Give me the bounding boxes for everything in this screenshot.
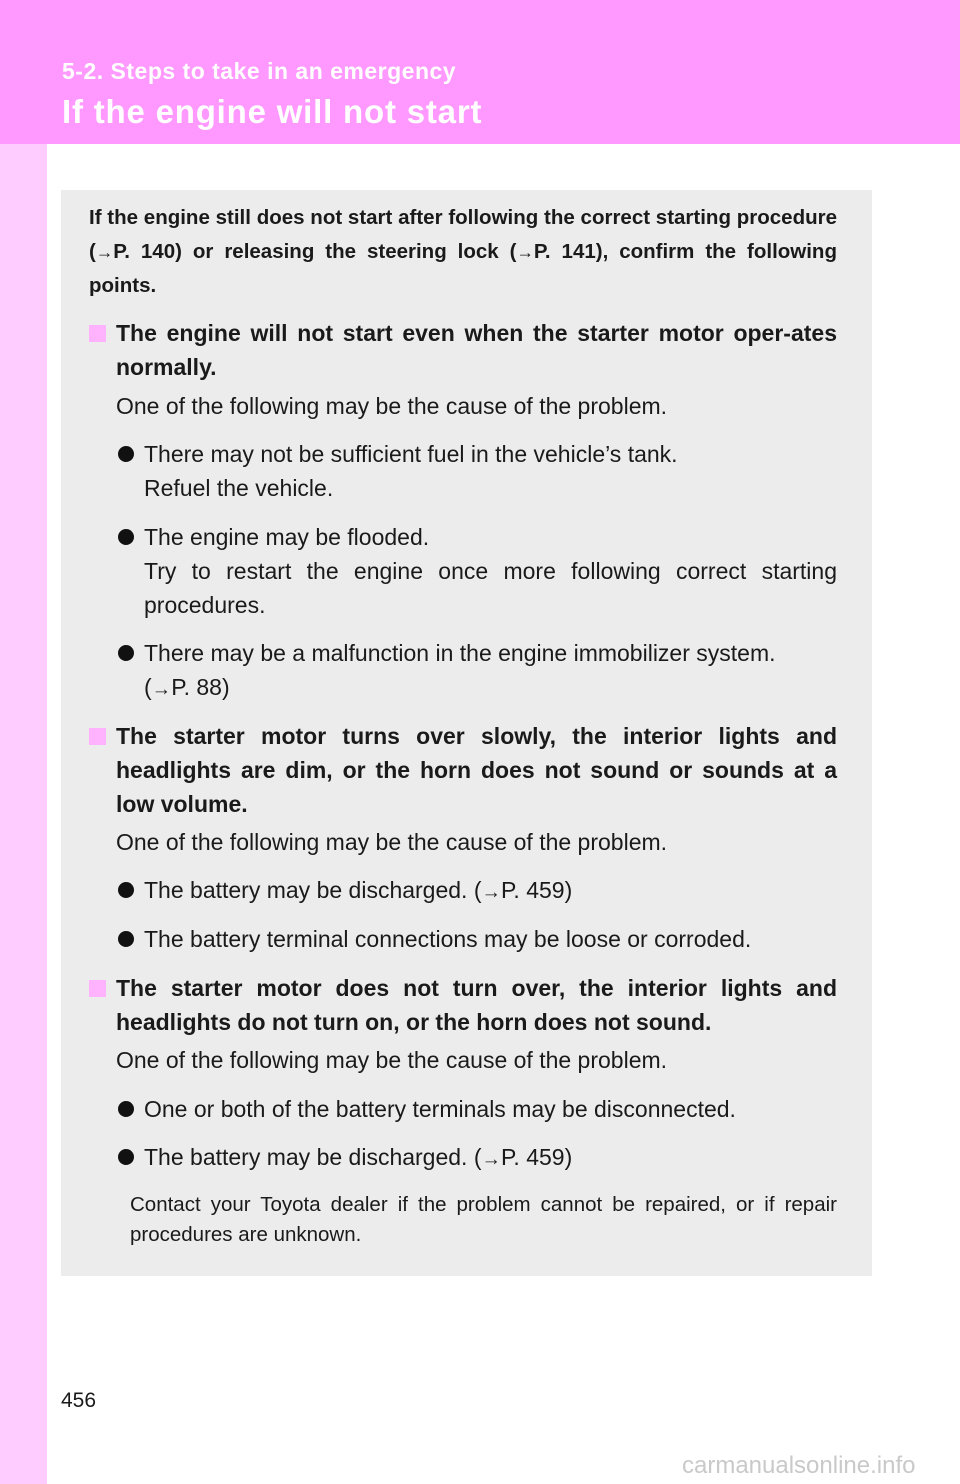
intro-text-1: If the engine still does not start after following the correct starting procedure ( — [89, 206, 837, 263]
arrow-icon: → — [481, 1148, 502, 1170]
list-item — [116, 873, 837, 909]
section-heading-3 — [89, 971, 837, 1039]
page-ref: P. 88 — [171, 674, 222, 700]
list-item — [116, 520, 837, 622]
list-item-subtext: Refuel the vehicle. — [144, 475, 334, 501]
page-ref: P. 459 — [501, 877, 565, 903]
square-bullet-icon — [89, 325, 106, 342]
list-item — [116, 636, 837, 706]
watermark: carmanualsonline.info — [682, 1452, 916, 1479]
bullet-dot-icon — [118, 446, 134, 462]
bullet-dot-icon — [118, 1101, 134, 1117]
bullet-dot-icon — [118, 931, 134, 947]
section-heading-text: The starter motor does not turn over, the interior lights and headlights do not turn on, or the horn does not sound. — [116, 975, 837, 1035]
list-item-text: The battery may be discharged. ( — [144, 1144, 482, 1170]
list-item-text: The engine may be flooded. — [144, 524, 430, 550]
intro-ref-1: P. 140 — [113, 240, 176, 263]
intro-ref-2: P. 141 — [533, 240, 596, 263]
side-strip — [0, 144, 47, 1484]
bullet-dot-icon — [118, 645, 134, 661]
bullet-dot-icon — [118, 882, 134, 898]
section-label: 5-2. Steps to take in an emergency — [62, 58, 457, 84]
list-item-ref: (→P. 88) — [144, 674, 230, 700]
list-item-text: The battery terminal connections may be loose or corroded. — [144, 926, 752, 952]
list-item — [116, 437, 837, 505]
list-item — [116, 1092, 837, 1126]
intro-paragraph — [89, 201, 837, 303]
page-header — [0, 0, 960, 144]
ref-close: ) — [564, 1144, 573, 1170]
list-item-text: One or both of the battery terminals may be disconnected. — [144, 1096, 736, 1122]
cause-text: One of the following may be the cause of the problem. — [116, 1047, 668, 1073]
ref-close: ) — [564, 877, 573, 903]
square-bullet-icon — [89, 728, 106, 745]
list-item-subtext: Try to restart the engine once more following correct starting procedures. — [144, 558, 837, 618]
list-item-text: There may be a malfunction in the engine immobilizer system. — [144, 640, 776, 666]
page-title: If the engine will not start — [62, 93, 483, 130]
cause-text: One of the following may be the cause of the problem. — [116, 829, 668, 855]
list-item-text: There may not be sufficient fuel in the vehicle’s tank. — [144, 441, 678, 467]
section-heading-1 — [89, 316, 837, 384]
arrow-icon: → — [481, 881, 502, 903]
footnote: Contact your Toyota dealer if the problem cannot be repaired, or if repair procedures are unknown. — [130, 1193, 837, 1246]
page-number: 456 — [61, 1389, 97, 1412]
list-item-text: The battery may be discharged. ( — [144, 877, 482, 903]
cause-text: One of the following may be the cause of the problem. — [116, 393, 668, 419]
list-item — [116, 1140, 837, 1176]
bullet-dot-icon — [118, 1149, 134, 1165]
intro-text-3: ), confirm the following points. — [89, 240, 837, 297]
bullet-dot-icon — [118, 529, 134, 545]
page-ref: P. 459 — [501, 1144, 565, 1170]
section-heading-text: The starter motor turns over slowly, the interior lights and headlights are dim, or the horn does not sound or sounds at a low volume. — [116, 723, 837, 817]
arrow-icon: → — [516, 242, 534, 262]
section-heading-2 — [89, 719, 837, 821]
section-heading-text: The engine will not start even when the starter motor oper-ates normally. — [116, 320, 837, 380]
list-item — [116, 922, 837, 956]
square-bullet-icon — [89, 980, 106, 997]
arrow-icon: → — [151, 678, 172, 700]
intro-text-2: ) or releasing the steering lock ( — [175, 240, 517, 263]
arrow-icon: → — [95, 242, 114, 262]
